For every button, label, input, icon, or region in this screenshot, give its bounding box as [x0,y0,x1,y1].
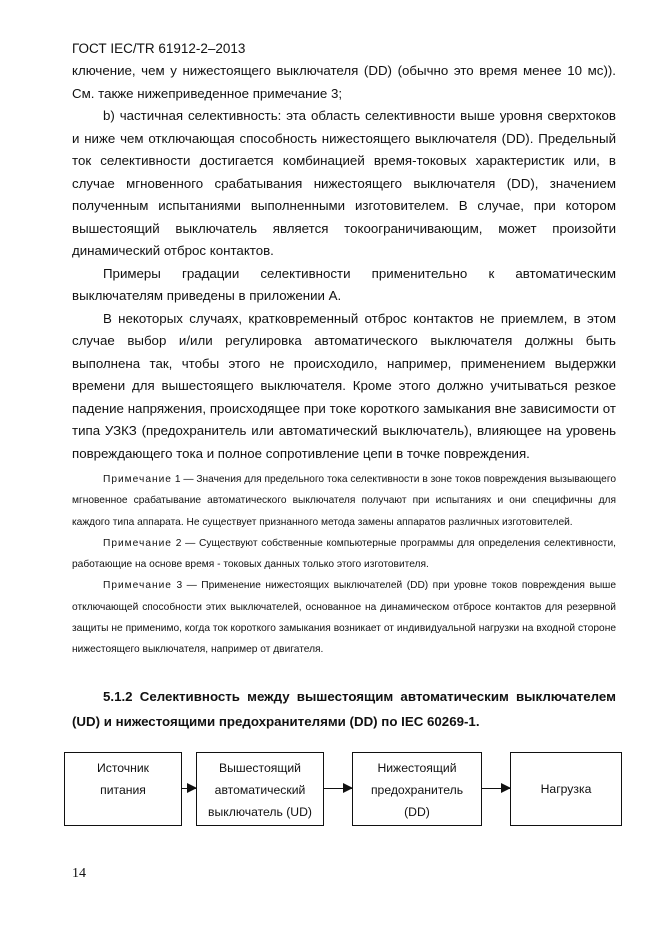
box-line: питания [100,783,146,797]
body-text [72,60,616,661]
diagram-box-load [510,752,622,826]
note-label: Примечание [103,580,172,592]
arrow-icon [324,788,352,789]
box-line: автоматический [214,783,306,797]
paragraph-partial-selectivity: b) частичная селективность: эта область селективности выше уровня сверхтоков и ниже чем отключающая способность нижестоящего выключателя (DD). Предельный ток селективности достигается комбинацией время-токовых характеристик или, в случае мгновенного срабатывания нижестоящего выключателя (DD), значением полученным испытаниями выполненными изготовителем. В случае, при котором вышестоящий выключатель является токоограничивающим, может произойти динамический отброс контактов. [72,108,616,258]
box-line: предохранитель [370,783,464,797]
diagram-box-power-source [64,752,182,826]
note-3 [72,575,616,660]
note-label: Примечание [103,474,172,485]
note-label: Примечание [103,537,172,549]
document-header: ГОСТ IEC/TR 61912-2–2013 [72,41,246,56]
page-number: 14 [72,866,86,881]
arrow-icon [482,788,510,789]
box-line: Нагрузка [540,782,592,796]
box-line: (DD) [404,805,430,819]
block-diagram [0,748,661,838]
box-line: Источник [96,761,150,775]
diagram-box-downstream-fuse [352,752,482,826]
note-text: 2 — Существуют собственные компьютерные программы для определения селективности, работающие на основе время - токовых данных только этого изготовителя. [72,537,616,571]
paragraph-continuation: ключение, чем у нижестоящего выключателя (DD) (обычно это время менее 10 мс)). См. также нижеприведенное примечание 3; [72,63,616,101]
notes [72,469,616,661]
note-2 [72,533,616,576]
paragraph-contact-bounce: В некоторых случаях, кратковременный отброс контактов не приемлем, в этом случае выбор и/или регулировка автоматического выключателя должны быть выполнена так, чтобы этого не происходило, например, применением выдержки времени для вышестоящего выключателя. Кроме этого должно учитываться резкое падение напряжения, происходящее при токе короткого замыкания вне зависимости от типа УЗКЗ (предохранитель или автоматический выключатель), влияющее на уровень повреждающего тока и полное сопротивление цепи в точке повреждения. [72,310,616,461]
section-heading: 5.1.2 Селективность между вышестоящим автоматическим выключателем (UD) и нижестоящими предохранителями (DD) по IEC 60269-1. [72,689,616,729]
box-line: выключатель (UD) [208,805,312,819]
paragraph-examples: Примеры градации селективности применительно к автоматическим выключателям приведены в приложении А. [72,265,616,303]
note-1 [72,469,616,533]
note-text: 3 — Применение нижестоящих выключателей (DD) при уровне токов повреждения выше отключающей способности этих выключателей, основанное на динамическом отбросе контактов для резервной защиты не применимо, когда ток короткого замыкания возникает от индивидуальной нагрузки на входной стороне нижестоящего выключателя, например от двигателя. [72,580,616,656]
box-line: Вышестоящий [218,761,301,775]
diagram-box-upstream-breaker [196,752,324,826]
box-line: Нижестоящий [377,761,457,775]
arrow-icon [182,788,196,789]
note-text: 1 — Значения для предельного тока селективности в зоне токов повреждения вызывающего мгновенное срабатывание автоматического выключателя получают при испытаниях и они специфичны для каждого типа аппарата. Не существует признанного метода замены аппаратов различных изготовителей. [72,474,616,528]
